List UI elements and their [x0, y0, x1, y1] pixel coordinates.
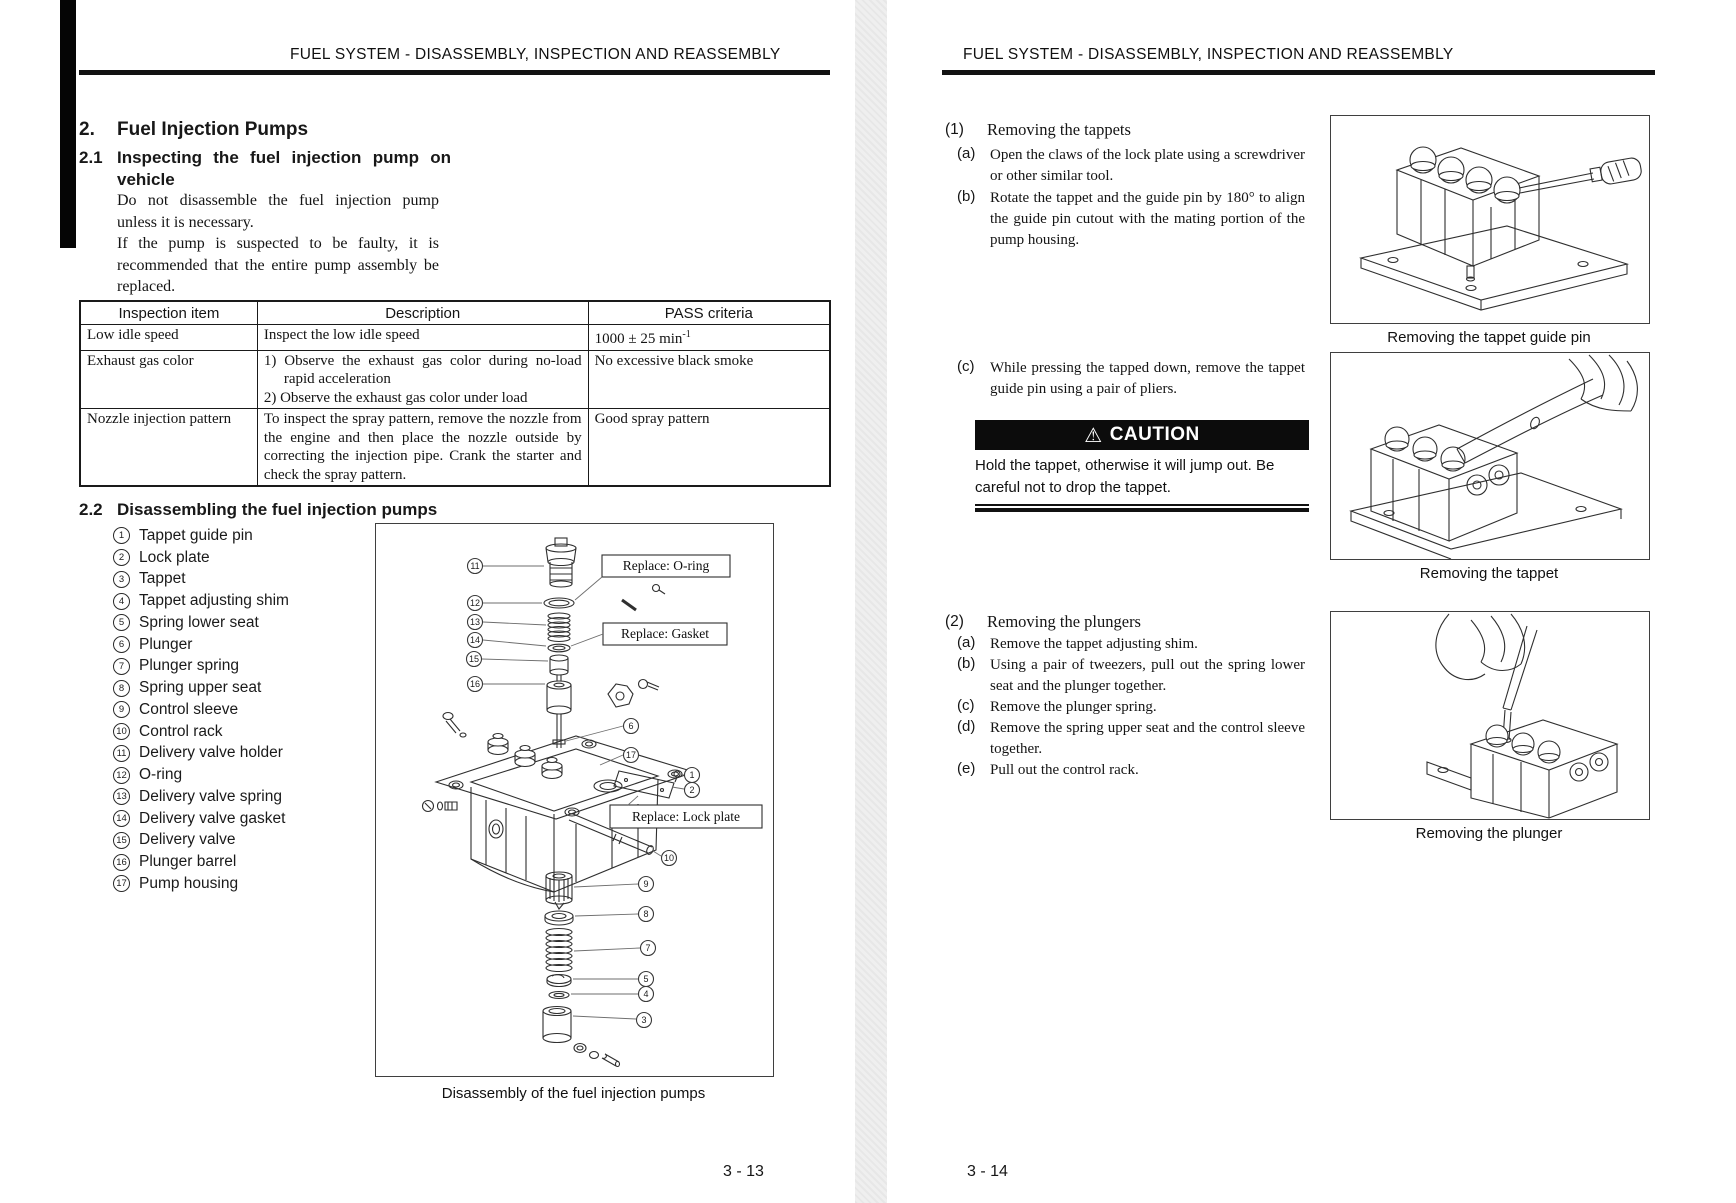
table-row: [80, 325, 830, 351]
part-label: Spring lower seat: [139, 613, 259, 631]
table-cell-description: [257, 325, 588, 351]
removing-tappet-guide-pin-illustration: [1331, 116, 1649, 323]
tappet-domes: [1410, 147, 1520, 203]
caution-title: CAUTION: [1109, 424, 1200, 445]
svg-text:4: 4: [643, 989, 649, 999]
part-item: [113, 743, 289, 765]
svg-text:17: 17: [625, 750, 637, 760]
table-cell-pass: Good spray pattern: [588, 409, 830, 487]
table-cell-description: [257, 350, 588, 409]
replace-oring-label: [575, 555, 730, 600]
substep-2e: [957, 760, 1305, 781]
pliers-tool: [1457, 379, 1603, 463]
section-2-1-title: Inspecting the fuel injection pump on vehicle: [117, 148, 451, 189]
substep-marker: (d): [957, 718, 976, 735]
svg-text:3: 3: [641, 1015, 647, 1025]
svg-text:15: 15: [468, 654, 480, 664]
table-cell-item: Exhaust gas color: [80, 350, 257, 409]
part-item: [113, 764, 289, 786]
substep-text: Using a pair of tweezers, pull out the spring lower seat and the plunger together.: [990, 657, 1305, 694]
part-item: [113, 569, 289, 591]
substep-text: Rotate the tappet and the guide pin by 180° to align the guide pin cutout with the mating portion of the pump housing.: [990, 190, 1305, 248]
part-item: [113, 808, 289, 830]
description-line: 2) Observe the exhaust gas color under load: [263, 389, 528, 406]
svg-text:8: 8: [643, 909, 649, 919]
left-page-header: FUEL SYSTEM - DISASSEMBLY, INSPECTION AND REASSEMBLY: [290, 46, 781, 63]
part-item: [113, 547, 289, 569]
svg-text:12: 12: [469, 598, 481, 608]
part-number-badge: 12: [113, 767, 130, 784]
pin-icon: [622, 600, 636, 610]
section-2-number: 2.: [79, 119, 95, 140]
table-cell-pass: [588, 325, 830, 351]
section-2-1-heading: [79, 147, 451, 191]
part-number-badge: 6: [113, 636, 130, 653]
table-header-cell: PASS criteria: [588, 301, 830, 325]
part-number-badge: 16: [113, 854, 130, 871]
part-number-badge: 3: [113, 571, 130, 588]
side-bolt-part: [423, 801, 458, 812]
part-item: [113, 525, 289, 547]
left-page-number: 3 - 13: [723, 1163, 764, 1180]
svg-text:1: 1: [689, 770, 695, 780]
parts-list: [113, 525, 289, 895]
substep-text: Remove the spring upper seat and the control sleeve together.: [990, 720, 1305, 757]
part-number-badge: 10: [113, 723, 130, 740]
part-label: Control sleeve: [139, 700, 239, 718]
replace-gasket-label: [571, 623, 727, 646]
plunger-spring-part: [546, 929, 572, 972]
table-header-cell: Inspection item: [80, 301, 257, 325]
part-label: Delivery valve gasket: [139, 809, 286, 827]
substep-1b: [957, 188, 1305, 251]
tappet-roller-parts: [574, 1044, 620, 1067]
svg-text:9: 9: [643, 879, 649, 889]
figure-tappet-guide-pin: [1330, 115, 1650, 324]
lock-plate-part: [614, 771, 674, 798]
substep-text: Pull out the control rack.: [990, 762, 1139, 778]
part-number-badge: 1: [113, 527, 130, 544]
description-line: Inspect the low idle speed: [263, 327, 420, 343]
substep-marker: (e): [957, 760, 976, 777]
substep-marker: (b): [957, 655, 976, 672]
tweezers-tool: [1503, 626, 1537, 710]
table-row: [80, 350, 830, 409]
substep-text: Remove the plunger spring.: [990, 699, 1157, 715]
tappet-domes: [1385, 427, 1465, 471]
exploded-diagram-illustration: [376, 524, 773, 1076]
svg-text:14: 14: [469, 635, 481, 645]
part-number-badge: 15: [113, 832, 130, 849]
figure-caption: Removing the tappet guide pin: [1387, 329, 1591, 346]
section-2-title: Fuel Injection Pumps: [117, 119, 309, 140]
substep-marker: (b): [957, 188, 976, 205]
part-number-badge: 4: [113, 593, 130, 610]
step-2-title: Removing the plungers: [987, 612, 1141, 631]
step-1-heading: [945, 120, 1131, 140]
exploded-diagram-figure: [375, 523, 774, 1077]
svg-text:10: 10: [663, 853, 675, 863]
scan-edge-artifact: [60, 0, 76, 248]
delivery-valve-part: [550, 655, 568, 681]
substep-text: Remove the tappet adjusting shim.: [990, 636, 1198, 652]
description-line: 1) Observe the exhaust gas color during no-load rapid acceleration: [263, 352, 582, 387]
part-item: [113, 830, 289, 852]
substep-1c: [957, 358, 1305, 400]
part-item: [113, 873, 289, 895]
caution-title-bar: [975, 420, 1309, 450]
table-row: [80, 409, 830, 487]
step-2-heading: [945, 612, 1141, 632]
table-header-cell: Description: [257, 301, 588, 325]
right-page-header: FUEL SYSTEM - DISASSEMBLY, INSPECTION AND REASSEMBLY: [963, 46, 1454, 63]
part-label: Pump housing: [139, 874, 239, 892]
table-cell-pass: No excessive black smoke: [588, 350, 830, 409]
paragraph: Do not disassemble the fuel injection pump unless it is necessary.: [117, 192, 439, 231]
table-cell-item: Nozzle injection pattern: [80, 409, 257, 487]
delivery-valve-gasket-part: [548, 644, 570, 652]
screw-icon: [653, 585, 666, 595]
svg-text:13: 13: [469, 617, 481, 627]
part-item: [113, 851, 289, 873]
control-sleeve-part: [546, 872, 572, 909]
part-item: [113, 634, 289, 656]
part-item: [113, 786, 289, 808]
part-item: [113, 612, 289, 634]
caution-rule-thick: [975, 508, 1309, 513]
part-label: Plunger barrel: [139, 853, 237, 871]
substep-1a: [957, 145, 1305, 187]
step-2-marker: (2): [945, 613, 964, 630]
tappet-claw-part: [608, 680, 659, 708]
right-page-number: 3 - 14: [967, 1163, 1008, 1180]
spring-upper-seat-part: [545, 911, 573, 925]
removing-plunger-illustration: [1331, 612, 1649, 819]
svg-text:Replace: Lock plate: Replace: Lock plate: [632, 809, 740, 824]
svg-text:16: 16: [469, 679, 481, 689]
part-label: Lock plate: [139, 548, 210, 566]
caution-rule-thin: [975, 504, 1309, 506]
part-number-badge: 11: [113, 745, 130, 762]
part-label: Plunger: [139, 635, 193, 653]
part-label: Delivery valve spring: [139, 787, 282, 805]
svg-text:6: 6: [628, 721, 634, 731]
substep-marker: (a): [957, 634, 976, 651]
step-1-marker: (1): [945, 121, 964, 138]
paragraph: If the pump is suspected to be faulty, it is recommended that the entire pump assembly be replaced.: [117, 235, 439, 295]
svg-text:2: 2: [689, 785, 695, 795]
pass-superscript: -1: [682, 329, 691, 340]
tappet-domes: [1486, 725, 1560, 763]
tappet-adjusting-shim-part: [549, 992, 569, 999]
substep-2c: [957, 697, 1305, 718]
part-label: Tappet adjusting shim: [139, 592, 289, 610]
svg-text:Replace: O-ring: Replace: O-ring: [622, 558, 710, 573]
part-label: Delivery valve: [139, 831, 236, 849]
right-header-rule: [942, 70, 1655, 75]
part-label: Spring upper seat: [139, 679, 262, 697]
substep-2d: [957, 718, 1305, 760]
part-number-badge: 5: [113, 614, 130, 631]
delivery-port-parts: [488, 734, 562, 779]
page-gutter: [855, 0, 887, 1203]
svg-text:Replace: Gasket: Replace: Gasket: [620, 626, 710, 641]
delivery-valve-spring-part: [548, 613, 570, 642]
caution-text: Hold the tappet, otherwise it will jump out. Be careful not to drop the tappet.: [975, 457, 1275, 496]
part-item: [113, 721, 289, 743]
inspection-table: [79, 300, 831, 487]
step-1-title: Removing the tappets: [987, 120, 1131, 139]
section-2-2-title: Disassembling the fuel injection pumps: [117, 500, 438, 519]
section-2-2-heading: [79, 499, 437, 521]
hand-outline: [1436, 614, 1525, 680]
part-number-badge: 8: [113, 680, 130, 697]
part-number-badge: 13: [113, 788, 130, 805]
figure-removing-tappet: [1330, 352, 1650, 560]
figure-caption: Disassembly of the fuel injection pumps: [441, 1085, 706, 1102]
tappet-part: [543, 1007, 571, 1043]
part-number-badge: 9: [113, 701, 130, 718]
substep-marker: (a): [957, 145, 976, 162]
svg-text:7: 7: [645, 943, 651, 953]
hand-outline: [1569, 355, 1637, 411]
part-label: O-ring: [139, 766, 183, 784]
spring-lower-seat-part: [547, 975, 571, 987]
figure-caption: Removing the plunger: [1415, 825, 1563, 842]
part-item: [113, 590, 289, 612]
replace-lockplate-label: [610, 796, 762, 828]
part-number-badge: 7: [113, 658, 130, 675]
substep-2a: [957, 634, 1305, 655]
part-number-badge: 14: [113, 810, 130, 827]
part-label: Delivery valve holder: [139, 744, 283, 762]
figure-removing-plunger: [1330, 611, 1650, 820]
o-ring-part: [544, 598, 574, 608]
part-number-badge: 17: [113, 875, 130, 892]
left-header-rule: [79, 70, 830, 75]
substep-2b: [957, 655, 1305, 697]
table-header-row: [80, 301, 830, 325]
table-cell-description: [257, 409, 588, 487]
description-line: To inspect the spray pattern, remove the nozzle from the engine and then place the nozzle outside by correcting the injection pipe. Crank the starter and check the spray pattern.: [263, 411, 582, 483]
part-label: Control rack: [139, 722, 223, 740]
figure-caption: Removing the tappet: [1419, 565, 1559, 582]
part-item: [113, 677, 289, 699]
section-2-heading: [79, 119, 308, 141]
part-item: [113, 699, 289, 721]
section-2-1-number: 2.1: [79, 148, 103, 167]
screwdriver-tool: [1519, 157, 1643, 193]
substep-text: Open the claws of the lock plate using a screwdriver or other similar tool.: [990, 147, 1305, 184]
part-label: Tappet guide pin: [139, 526, 253, 544]
part-number-badge: 2: [113, 549, 130, 566]
flange-bolt-part: [443, 713, 466, 738]
part-label: Tappet: [139, 570, 186, 588]
svg-text:11: 11: [470, 561, 480, 571]
warning-triangle-icon: ⚠: [1084, 424, 1103, 447]
substep-marker: (c): [957, 697, 975, 714]
part-label: Plunger spring: [139, 657, 239, 675]
delivery-valve-holder-part: [546, 538, 576, 587]
part-item: [113, 656, 289, 678]
table-cell-item: Low idle speed: [80, 325, 257, 351]
substep-text: While pressing the tapped down, remove the tappet guide pin using a pair of pliers.: [990, 360, 1305, 397]
pass-value: 1000 ± 25 min: [594, 331, 683, 347]
caution-box: [975, 420, 1309, 512]
removing-tappet-illustration: [1331, 353, 1649, 559]
svg-text:5: 5: [643, 974, 649, 984]
substep-marker: (c): [957, 358, 975, 375]
section-2-2-number: 2.2: [79, 500, 103, 519]
plunger-barrel-part: [547, 681, 571, 748]
